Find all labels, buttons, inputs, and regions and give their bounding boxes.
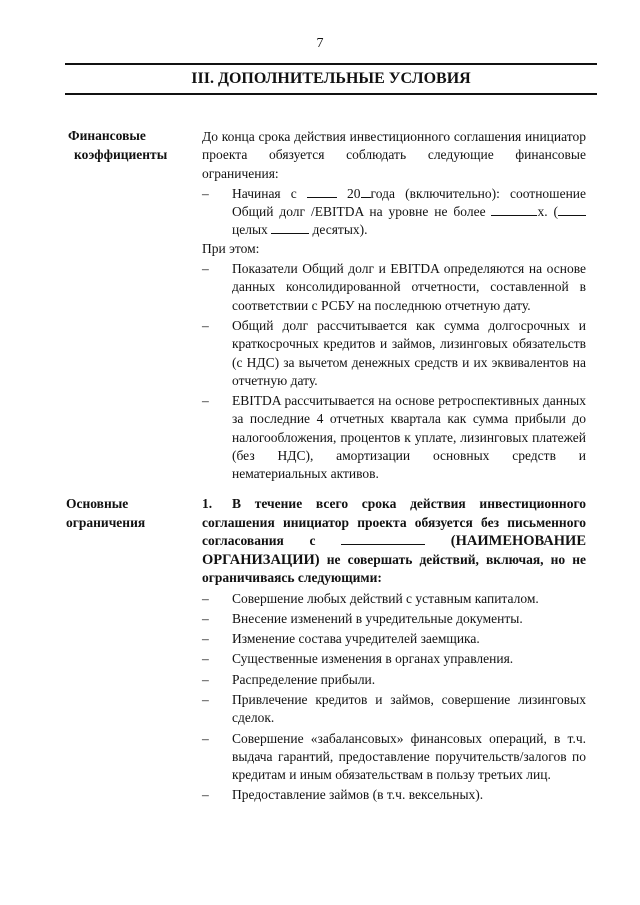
financial-coefficients-label [68,126,167,164]
dash-marker: – [202,317,209,333]
list-item: – Начиная с 20 года (включительно): соотношение Общий долг /EBITDA на уровне не более х. (целых десятых). [202,185,586,240]
page-number: 7 [316,36,324,51]
section-title: III. ДОПОЛНИТЕЛЬНЫЕ УСЛОВИЯ [65,63,597,95]
main-restrictions-label [66,494,145,532]
blank-field [341,532,425,545]
list-item: – Изменение состава учредителей заемщика. [202,630,586,648]
list-item: – EBITDA рассчитывается на основе ретроспективных данных за последние 4 отчетных квартала как сумма прибыли до налогообложения, процентов к уплате, лизинговых платежей (без НДС), амортизации основных средств и нематериальных активов. [202,392,586,483]
fin-intro: До конца срока действия инвестиционного соглашения инициатор проекта обязуется соблюдать следующие финансовые ограничения: [202,129,586,181]
blank-field [491,203,537,216]
financial-coefficients-content [202,128,586,484]
organization-placeholder: (НАИМЕНОВАНИЕ ОРГАНИЗАЦИИ) [202,533,587,568]
label-line: ограничения [66,515,146,530]
list-item: – Предоставление займов (в т.ч. вексельных). [202,786,586,804]
main-restrictions-content [202,495,586,805]
list-item: – Внесение изменений в учредительные документы. [202,610,586,628]
dash-marker: – [202,185,209,201]
blank-field [558,203,586,216]
dash-marker: – [202,631,209,647]
dash-marker: – [202,261,209,277]
list-item: – Совершение любых действий с уставным капиталом. [202,590,586,608]
label-line: коэффициенты [74,147,168,162]
list-item: – Общий долг рассчитывается как сумма долгосрочных и краткосрочных кредитов и займов, лизинговых обязательств (с НДС) за вычетом денежных средств и их эквивалентов на отчетную дату. [202,317,586,390]
dash-marker: – [202,787,209,803]
blank-field [271,221,309,234]
dash-marker: – [202,393,209,409]
list-item: – Показатели Общий долг и EBITDA определяются на основе данных консолидированной отчетности, составленной в соответствии с РСБУ на последнюю отчетную дату. [202,260,586,315]
list-item: – Совершение «забалансовых» финансовых операций, в т.ч. выдача гарантий, предоставление поручительств/залогов по кредитам и иным обязательствам в пользу третьих лиц. [202,730,586,785]
label-line: Основные [66,496,129,511]
clause-1: 1. В течение всего срока действия инвестиционного соглашения инициатор проекта обязуется без письменного согласования с (НАИМЕНОВАНИЕ ОРГАНИЗАЦИИ) не совершать действий, включая, но не ограничиваясь следующими: [202,496,587,585]
dash-marker: – [202,671,209,687]
dash-marker: – [202,691,209,707]
list-item: – Существенные изменения в органах управления. [202,650,586,668]
dash-marker: – [202,610,209,626]
list-item: – Привлечение кредитов и займов, совершение лизинговых сделок. [202,691,586,728]
blank-field [361,185,371,198]
list-item: – Распределение прибыли. [202,671,586,689]
clause-number: 1. [202,496,213,511]
dash-marker: – [202,590,209,606]
at-this: При этом: [202,240,260,256]
label-line: Финансовые [68,128,146,143]
dash-marker: – [202,651,209,667]
blank-field [307,185,337,198]
dash-marker: – [202,730,209,746]
